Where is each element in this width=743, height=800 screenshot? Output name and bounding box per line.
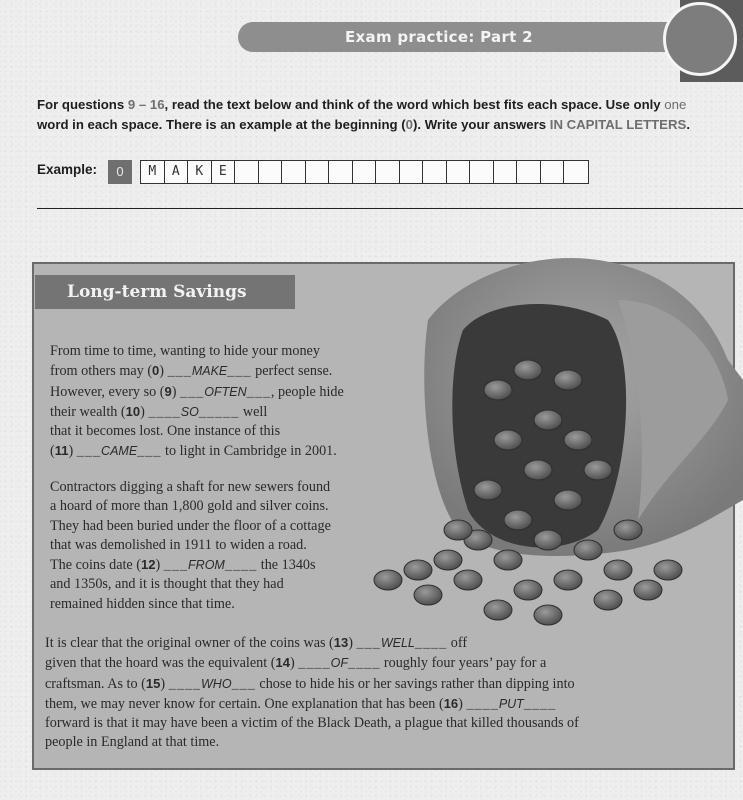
- text-line: and 1350s, and it is thought that they had: [50, 576, 284, 593]
- text: from others may (: [50, 363, 153, 380]
- example-answer-cell[interactable]: [353, 161, 377, 183]
- text-line: From time to time, wanting to hide your money: [50, 343, 320, 359]
- text-line: However, every so (9) ___OFTEN___, people hide: [50, 383, 344, 400]
- example-answer-cell[interactable]: [564, 161, 588, 183]
- text-line: craftsman. As to (15) ____WHO___ chose to hide his or her savings rather than dipping into: [45, 675, 575, 692]
- coin: [594, 590, 622, 610]
- example-answer-boxes: [140, 160, 589, 184]
- text: ): [458, 695, 467, 712]
- instructions-example-number: 0: [405, 117, 413, 132]
- coin: [474, 480, 502, 500]
- example-answer-cell[interactable]: [447, 161, 471, 183]
- instructions-emphasis-one: one: [664, 97, 687, 112]
- coin: [514, 580, 542, 600]
- example-answer-cell[interactable]: A: [165, 161, 189, 183]
- example-answer-cell[interactable]: K: [188, 161, 212, 183]
- example-answer-cell[interactable]: [282, 161, 306, 183]
- coin: [374, 570, 402, 590]
- example-answer-cell[interactable]: [376, 161, 400, 183]
- text: ): [348, 635, 357, 651]
- coin: [554, 490, 582, 510]
- coin: [494, 550, 522, 570]
- coin: [444, 520, 472, 540]
- coin: [654, 560, 682, 580]
- text: roughly four years’ pay for a: [380, 655, 547, 672]
- instructions-line-1: [37, 95, 737, 115]
- text: to light in Cambridge in 2001.: [161, 443, 337, 460]
- page-title: Exam practice: Part 2: [345, 28, 533, 46]
- instructions-text: .: [686, 117, 690, 132]
- article-paragraph-2: [50, 478, 331, 614]
- coin: [554, 370, 582, 390]
- gap-number: 11: [54, 443, 69, 459]
- gap-answer[interactable]: CAME: [101, 444, 138, 459]
- text-line: It is clear that the original owner of the coins was (13) ___WELL____ off: [45, 635, 468, 651]
- coin: [484, 380, 512, 400]
- text-line: The coins date (12) ___FROM____ the 1340s: [50, 557, 316, 574]
- coin: [574, 540, 602, 560]
- gap-number: 0: [152, 363, 160, 379]
- example-answer-cell[interactable]: [470, 161, 494, 183]
- example-answer-cell[interactable]: [235, 161, 259, 183]
- text: their wealth (: [50, 403, 126, 420]
- text-line: a hoard of more than 1,800 gold and silver coins.: [50, 498, 329, 515]
- instructions-text: , read the text below and think of the word which best fits each space. Use only: [164, 97, 665, 112]
- example-answer-cell[interactable]: [517, 161, 541, 183]
- coin: [414, 585, 442, 605]
- example-answer-cell[interactable]: [541, 161, 565, 183]
- example-label: Example:: [37, 162, 98, 177]
- coin: [404, 560, 432, 580]
- coin: [614, 520, 642, 540]
- gap-answer[interactable]: OF: [330, 656, 348, 671]
- header-circle-decoration: [663, 2, 737, 76]
- text: chose to hide his or her savings rather than dipping into: [255, 675, 575, 692]
- coin: [504, 510, 532, 530]
- coin: [454, 570, 482, 590]
- gap-number: 15: [145, 675, 161, 691]
- text: perfect sense.: [251, 363, 333, 380]
- text: ): [159, 363, 168, 380]
- coin: [534, 530, 562, 550]
- text: It is clear that the original owner of the coins was (: [45, 635, 334, 651]
- coin: [514, 360, 542, 380]
- example-number: 0: [108, 160, 132, 184]
- text: The coins date (: [50, 557, 141, 574]
- text-line: Contractors digging a shaft for new sewers found: [50, 479, 331, 495]
- instructions: [37, 95, 737, 135]
- text-line: They had been buried under the floor of a cottage: [50, 517, 331, 534]
- gap-answer[interactable]: WHO: [201, 676, 232, 691]
- coin: [534, 605, 562, 625]
- coin-bag-image: [368, 240, 743, 635]
- instructions-text: ). Write your answers: [412, 117, 550, 132]
- text: ): [68, 443, 77, 460]
- gap-number: 16: [443, 695, 459, 711]
- gap-answer[interactable]: OFTEN: [204, 384, 247, 399]
- instructions-text: word in each space. There is an example at the beginning (: [37, 117, 406, 132]
- text: them, we may never know for certain. One explanation that has been (: [45, 695, 444, 712]
- instructions-line-2: [37, 115, 737, 135]
- gap-number: 14: [275, 655, 290, 671]
- text: , people hide: [270, 383, 344, 400]
- example-answer-cell[interactable]: [329, 161, 353, 183]
- text: ): [155, 557, 164, 574]
- gap-answer[interactable]: SO: [180, 404, 199, 419]
- article-paragraph-3: [45, 633, 579, 753]
- coin: [534, 410, 562, 430]
- coin: [604, 560, 632, 580]
- text: (: [50, 443, 55, 460]
- coin: [524, 460, 552, 480]
- example-answer-cell[interactable]: E: [212, 161, 236, 183]
- text: ): [289, 655, 299, 672]
- text: off: [447, 635, 468, 651]
- text-line: that it becomes lost. One instance of this: [50, 423, 281, 440]
- coin: [484, 600, 512, 620]
- text-line: given that the hoard was the equivalent (14) ____OF____ roughly four years’ pay for a: [45, 655, 547, 672]
- gap-answer[interactable]: PUT: [498, 696, 524, 711]
- text-line: forward is that it may have been a victim of the Black Death, a plague that killed thousands of: [45, 715, 579, 732]
- gap-number: 10: [125, 403, 141, 419]
- example-answer-cell[interactable]: M: [141, 161, 165, 183]
- gap-answer[interactable]: WELL: [380, 636, 415, 650]
- coin: [554, 570, 582, 590]
- text-line: people in England at that time.: [45, 734, 220, 751]
- coin: [564, 430, 592, 450]
- section-divider: [37, 208, 743, 209]
- text-line: their wealth (10) ____SO_____ well: [50, 403, 268, 420]
- text: ): [171, 383, 180, 400]
- instructions-emphasis-caps: IN CAPITAL LETTERS: [549, 117, 687, 132]
- text-line: them, we may never know for certain. One explanation that has been (16) ____PUT____: [45, 695, 557, 712]
- text: craftsman. As to (: [45, 675, 146, 692]
- coin: [494, 430, 522, 450]
- text-line: from others may (0) ___MAKE___ perfect sense.: [50, 363, 333, 380]
- example-answer-cell[interactable]: [306, 161, 330, 183]
- example-answer-cell[interactable]: [423, 161, 447, 183]
- gap-answer[interactable]: MAKE: [191, 364, 228, 379]
- article-title: Long-term Savings: [35, 275, 295, 309]
- text: the 1340s: [257, 557, 316, 574]
- coin: [634, 580, 662, 600]
- question-range: 9 – 16: [127, 97, 165, 112]
- article-paragraph-1: [50, 342, 344, 462]
- coin: [584, 460, 612, 480]
- example-answer-cell[interactable]: [259, 161, 283, 183]
- example-answer-cell[interactable]: [494, 161, 518, 183]
- example-answer-cell[interactable]: [400, 161, 424, 183]
- text-line: (11) ___CAME___ to light in Cambridge in 2001.: [50, 443, 337, 460]
- text-line: remained hidden since that time.: [50, 595, 235, 612]
- coin: [434, 550, 462, 570]
- gap-answer[interactable]: FROM: [188, 558, 225, 573]
- instructions-text: For questions: [37, 97, 128, 112]
- gap-number: 9: [164, 383, 172, 399]
- text: well: [239, 403, 268, 420]
- text: given that the hoard was the equivalent (: [45, 655, 276, 672]
- gap-number: 13: [333, 635, 349, 650]
- gap-number: 12: [141, 557, 156, 573]
- text: ): [160, 675, 169, 692]
- text-line: that was demolished in 1911 to widen a road.: [50, 536, 307, 553]
- text: However, every so (: [50, 383, 165, 400]
- text: ): [140, 403, 149, 420]
